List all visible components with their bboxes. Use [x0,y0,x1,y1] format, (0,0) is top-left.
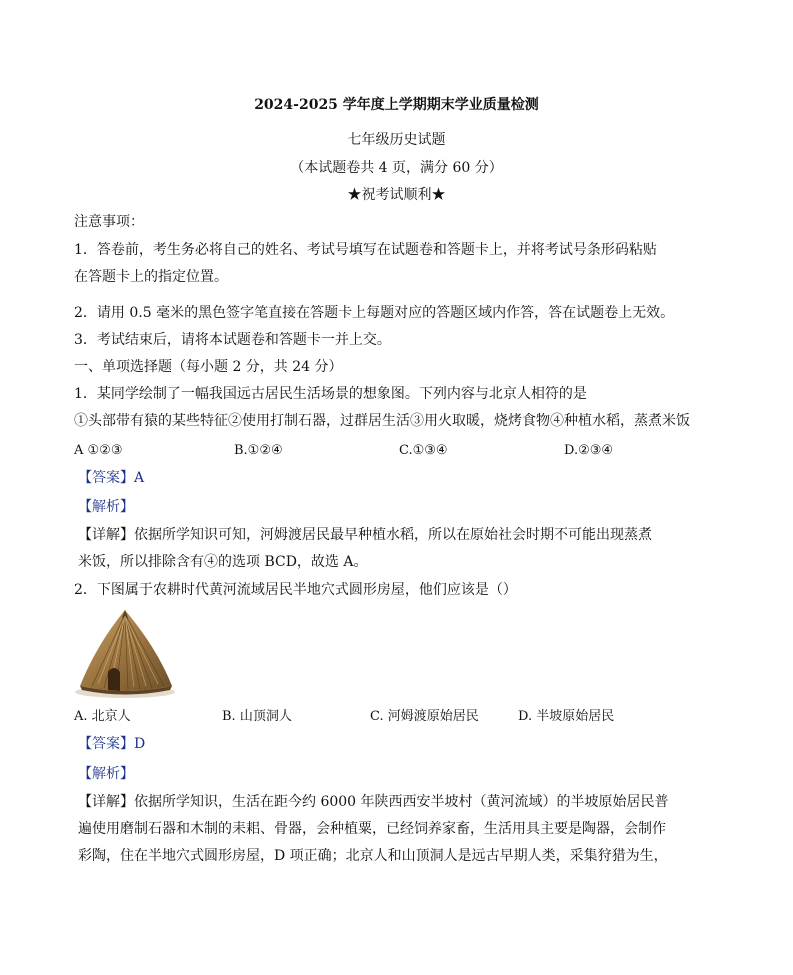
q2-option-b: B. 山顶洞人 [222,709,292,724]
q2-analysis: 【解析】 [78,766,134,782]
q1-stem: 1．某同学绘制了一幅我国远古居民生活场景的想象图。下列内容与北京人相符的是 [74,386,587,402]
q1-analysis: 【解析】 [78,499,134,515]
q1-option-c: C.①③④ [399,443,448,458]
notices-heading: 注意事项： [74,214,144,230]
exam-note: （本试题卷共 4 页，满分 60 分） [290,160,503,176]
q2-detail-line-3: 彩陶，住在半地穴式圆形房屋，D 项正确；北京人和山顶洞人是远古早期人类，采集狩猎为生， [78,848,668,864]
notice-item-2: 2．请用 0.5 毫米的黑色签字笔直接在答题卡上每题对应的答题区域内作答，答在试题卷上无效。 [74,305,675,321]
q1-answer: 【答案】A [78,470,145,486]
section-heading: 一、单项选择题（每小题 2 分，共 24 分） [74,359,343,375]
q1-option-b: B.①②④ [234,443,283,458]
notice-item-3: 3．考试结束后，请将本试题卷和答题卡一并上交。 [74,332,391,348]
q1-option-a: A ①②③ [74,443,123,458]
q2-stem: 2．下图属于农耕时代黄河流域居民半地穴式圆形房屋，他们应该是（） [74,582,517,598]
exam-wish: ★祝考试顺利★ [347,187,446,203]
exam-title: 2024-2025 学年度上学期期末学业质量检测 [254,97,539,113]
q2-detail-line-2: 遍使用磨制石器和木制的耒耜、骨器，会种植粟，已经饲养家畜，生活用具主要是陶器，会制作 [78,821,666,837]
notice-item-1-line-1: 1．答卷前，考生务必将自己的姓名、考试号填写在试题卷和答题卡上，并将考试号条形码粘贴 [74,242,657,258]
q2-answer: 【答案】D [78,736,146,752]
exam-subtitle: 七年级历史试题 [347,132,446,148]
hut-illustration [72,606,178,702]
q1-detail-line-2: 米饭，所以排除含有④的选项 BCD，故选 A。 [78,554,368,570]
notice-item-1-line-2: 在答题卡上的指定位置。 [74,269,228,285]
q2-detail-line-1: 【详解】依据所学知识，生活在距今约 6000 年陕西西安半坡村（黄河流域）的半坡原始居民普 [78,794,669,810]
q1-detail-line-1: 【详解】依据所学知识可知，河姆渡居民最早种植水稻，所以在原始社会时期不可能出现蒸煮 [78,527,652,543]
q2-option-d: D. 半坡原始居民 [518,709,615,724]
q1-option-d: D.②③④ [564,443,614,458]
q2-option-c: C. 河姆渡原始居民 [370,709,479,724]
q1-items: ①头部带有猿的某些特征②使用打制石器，过群居生活③用火取暖，烧烤食物④种植水稻，蒸煮米饭 [74,413,690,429]
q2-option-a: A. 北京人 [74,709,131,724]
